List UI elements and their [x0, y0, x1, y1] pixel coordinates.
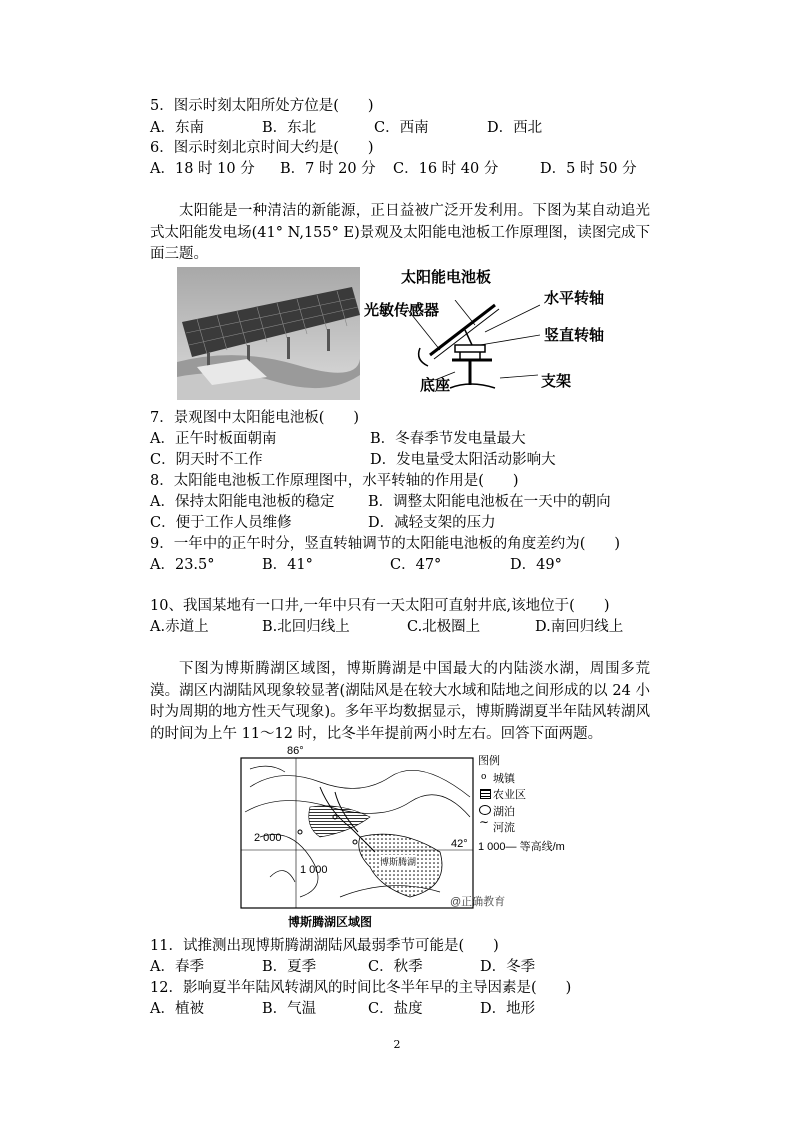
q5-option-a: A．东南 — [150, 120, 204, 136]
question-6-stem: 6．图示时刻北京时间大约是( ) — [150, 140, 374, 156]
question-8-stem: 8．太阳能电池板工作原理图中，水平转轴的作用是( ) — [150, 473, 519, 489]
q11-option-c: C．秋季 — [368, 959, 423, 975]
passage-bosten-lake: 下图为博斯腾湖区域图，博斯腾湖是中国最大的内陆淡水湖，周围多荒漠。湖区内湖陆风现象较显著(湖陆风是在较大水域和陆地之间形成的以 24 小时为周期的地方性天气现象)。多年平均数据显示，博斯腾湖夏半年陆风转湖风的时间为上午 11～12 时，比冬半年提前两小时左右。回答下面两题。 — [150, 661, 650, 742]
label-vertical-axis: 竖直转轴 — [544, 326, 605, 344]
q7-option-c: C．阴天时不工作 — [150, 452, 263, 468]
page-number: 2 — [393, 1038, 401, 1051]
question-12-stem: 12．影响夏半年陆风转湖风的时间比冬半年早的主导因素是( ) — [150, 980, 572, 996]
q12-option-b: B．气温 — [262, 1001, 317, 1017]
label-photosensor: 光敏传感器 — [364, 301, 440, 319]
q5-option-d: D．西北 — [487, 120, 543, 136]
town-icon: o — [481, 772, 487, 782]
q11-option-b: B．夏季 — [262, 959, 317, 975]
q9-option-d: D．49° — [510, 557, 562, 573]
q8-option-b: B．调整太阳能电池板在一天中的朝向 — [368, 494, 611, 510]
lake-label: 博斯腾湖 — [380, 857, 417, 867]
q8-option-c: C．便于工作人员维修 — [150, 515, 292, 531]
solar-farm-photo — [177, 267, 360, 400]
label-solar-panel: 太阳能电池板 — [401, 268, 492, 286]
q8-option-a: A．保持太阳能电池板的稳定 — [150, 494, 335, 510]
map-caption: 博斯腾湖区域图 — [288, 915, 373, 929]
map-watermark: @正确教育 — [450, 896, 506, 908]
q9-option-b: B．41° — [262, 557, 313, 573]
map-longitude: 86° — [287, 745, 304, 757]
legend-title: 图例 — [478, 755, 500, 767]
q7-option-a: A．正午时板面朝南 — [150, 431, 277, 447]
map-latitude: 42° — [451, 838, 468, 850]
q7-option-d: D．发电量受太阳活动影响大 — [370, 452, 556, 468]
legend-town: 城镇 — [493, 773, 515, 785]
question-10-stem: 10、我国某地有一口井,一年中只有一天太阳可直射井底,该地位于( ) — [150, 598, 610, 614]
question-5-stem: 5．图示时刻太阳所处方位是( ) — [150, 98, 374, 114]
q11-option-a: A．春季 — [150, 959, 204, 975]
q9-option-a: A．23.5° — [150, 557, 215, 573]
label-base: 底座 — [420, 376, 451, 394]
q6-option-d: D．5 时 50 分 — [540, 161, 637, 177]
q12-option-c: C．盐度 — [368, 1001, 423, 1017]
q6-option-a: A．18 时 10 分 — [150, 161, 255, 177]
q10-option-a: A.赤道上 — [150, 619, 209, 635]
farm-icon — [480, 789, 491, 799]
passage-solar: 太阳能是一种清洁的新能源，正日益被广泛开发利用。下图为某自动追光式太阳能发电场(41° N,155° E)景观及太阳能电池板工作原理图，读图完成下面三题。 — [150, 203, 650, 262]
q7-option-b: B．冬春季节发电量最大 — [370, 431, 526, 447]
q11-option-d: D．冬季 — [480, 959, 536, 975]
legend-lake: 湖泊 — [493, 806, 515, 818]
q6-option-b: B．7 时 20 分 — [280, 161, 376, 177]
legend-contour: 1 000— 等高线/m — [478, 841, 565, 853]
label-support: 支架 — [541, 372, 572, 390]
label-horizontal-axis: 水平转轴 — [544, 289, 605, 307]
q8-option-d: D．减轻支架的压力 — [368, 515, 496, 531]
q5-option-b: B．东北 — [262, 120, 317, 136]
legend-river: 河流 — [493, 822, 515, 834]
contour-1000-label: 1 000 — [300, 864, 328, 876]
legend-farm: 农业区 — [493, 789, 526, 801]
question-11-stem: 11．试推测出现博斯腾湖湖陆风最弱季节可能是( ) — [150, 938, 499, 954]
q9-option-c: C．47° — [390, 557, 442, 573]
q6-option-c: C．16 时 40 分 — [393, 161, 499, 177]
lake-icon — [479, 805, 491, 815]
q10-option-c: C.北极圈上 — [407, 619, 481, 635]
river-icon: ∼ — [479, 815, 490, 829]
q12-option-a: A．植被 — [150, 1001, 204, 1017]
question-9-stem: 9．一年中的正午时分，竖直转轴调节的太阳能电池板的角度差约为( ) — [150, 536, 621, 552]
q5-option-c: C．西南 — [374, 120, 429, 136]
question-7-stem: 7．景观图中太阳能电池板( ) — [150, 410, 360, 426]
q10-option-d: D.南回归线上 — [535, 619, 624, 635]
contour-2000-label: 2 000 — [254, 832, 282, 844]
q10-option-b: B.北回归线上 — [262, 619, 350, 635]
q12-option-d: D．地形 — [480, 1001, 536, 1017]
